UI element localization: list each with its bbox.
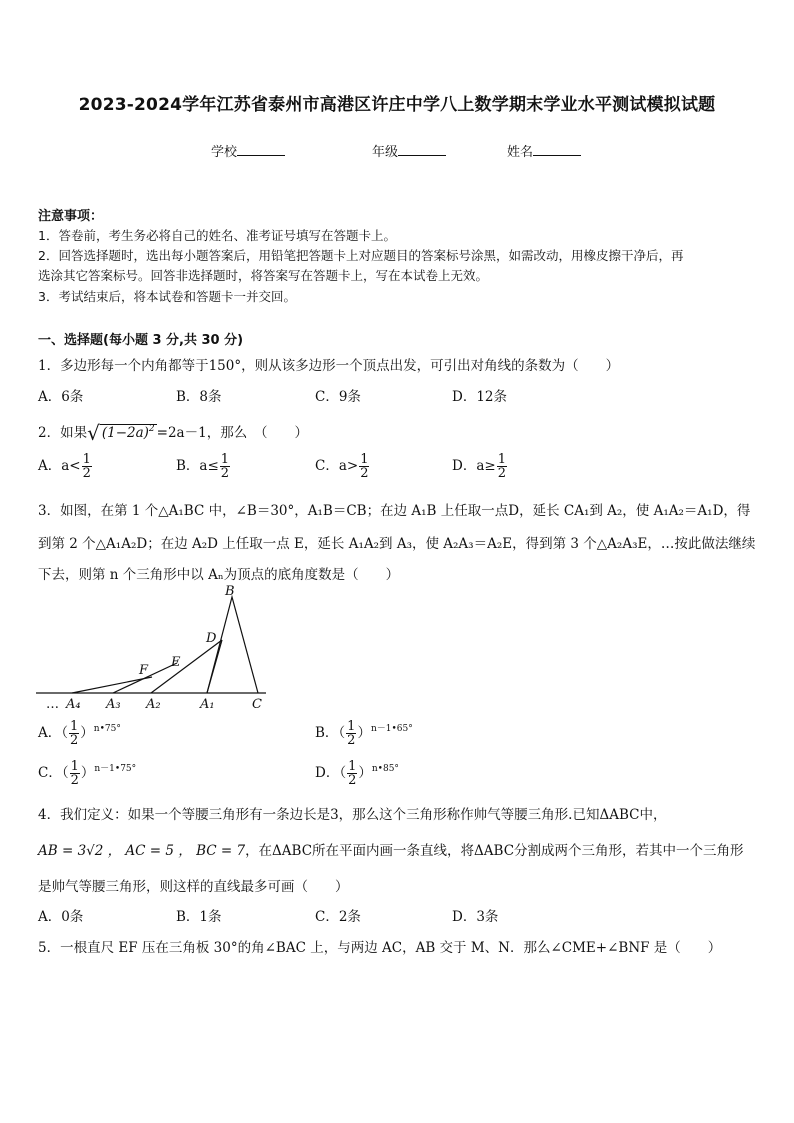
label-b: B <box>225 584 235 599</box>
q4-option-d[interactable]: D．3条 <box>452 909 499 925</box>
q3-line-3: 下去，则第 n 个三角形中以 Aₙ为顶点的底角度数是（ ） <box>38 567 400 583</box>
q3-line-2: 到第 2 个△A₁A₂D；在边 A₂D 上任取一点 E，延长 A₁A₂到 A₃，使 A₂A₃＝A₂E，得到第 3 个△A₂A₃E，…按此做法继续 <box>38 536 756 552</box>
name-label: 姓名 <box>507 145 534 160</box>
name-field <box>507 141 581 160</box>
note-2-cont: 选涂其它答案标号。回答非选择题时，将答案写在答题卡上，写在本试卷上无效。 <box>38 268 489 283</box>
q2-option-c[interactable]: C．a> $\frac{1}{2}$ <box>315 452 369 481</box>
notes-heading: 注意事项： <box>38 209 104 224</box>
q3-triangle-figure <box>36 582 276 714</box>
label-a3: A₃ <box>106 697 121 712</box>
q2-option-d[interactable]: D．a≥ $\frac{1}{2}$ <box>452 452 506 481</box>
grade-blank[interactable] <box>398 143 446 156</box>
q3-option-c[interactable]: C．（ $\frac{1}{2}$ ）$^{n-1•75^\circ}$ <box>38 759 137 788</box>
school-blank[interactable] <box>237 143 285 156</box>
label-e: E <box>171 655 181 670</box>
q3-option-a[interactable]: A．（ $\frac{1}{2}$ ）$^{n•75^\circ}$ <box>38 719 121 748</box>
sqrt-icon: √ <box>87 421 100 445</box>
q3-line-1: 3．如图，在第 1 个△A₁BC 中，∠B＝30°，A₁B＝CB；在边 A₁B 上任取一点D，延长 CA₁到 A₂，使 A₁A₂＝A₁D，得 <box>38 503 751 519</box>
label-dots: … <box>46 697 59 712</box>
q1-option-d[interactable]: D．12条 <box>452 389 508 405</box>
q4-line-2 <box>38 839 744 859</box>
q4-option-a[interactable]: A．0条 <box>38 909 84 925</box>
q2-radicand: $(1-2a)^2$ <box>101 424 155 441</box>
q2-stem <box>38 421 308 445</box>
label-c: C <box>252 697 262 712</box>
q4-line-1: 4．我们定义：如果一个等腰三角形有一条边长是3，那么这个三角形称作帅气等腰三角形.已知ΔABC中， <box>38 807 667 823</box>
grade-label: 年级 <box>372 145 399 160</box>
label-d: D <box>206 631 217 646</box>
label-a1: A₁ <box>200 697 215 712</box>
q5-stem: 5．一根直尺 EF 压在三角板 30°的角∠BAC 上，与两边 AC，AB 交于 M、N．那么∠CME+∠BNF 是（ ） <box>38 940 722 956</box>
label-f: F <box>139 663 149 678</box>
q1-option-b[interactable]: B．8条 <box>176 389 222 405</box>
q1-option-c[interactable]: C．9条 <box>315 389 361 405</box>
label-a2: A₂ <box>146 697 161 712</box>
q3-option-b[interactable]: B．（ $\frac{1}{2}$ ）$^{n-1•65^\circ}$ <box>315 719 413 748</box>
section-heading: 一、选择题(每小题 3 分,共 30 分) <box>38 333 244 348</box>
school-label: 学校 <box>211 145 238 160</box>
q1-option-a[interactable]: A．6条 <box>38 389 84 405</box>
q4-line-3: 是帅气等腰三角形，则这样的直线最多可画（ ） <box>38 879 349 895</box>
q4-option-c[interactable]: C．2条 <box>315 909 361 925</box>
q2-suffix: =2a－1，那么 （ ） <box>156 425 308 441</box>
q2-prefix: 2．如果 <box>38 425 88 441</box>
q2-option-b[interactable]: B．a≤ $\frac{1}{2}$ <box>176 452 230 481</box>
q4-line-2-text: ，在ΔABC所在平面内画一条直线，将ΔABC分割成两个三角形，若其中一个三角形 <box>245 843 744 859</box>
label-a4: A₄ <box>66 697 81 712</box>
school-field <box>211 141 285 160</box>
q4-given-lengths: AB = 3√2 ， AC = 5 ， BC = 7 <box>38 843 246 859</box>
note-2: 2．回答选择题时，选出每小题答案后，用铅笔把答题卡上对应题目的答案标号涂黑，如需改动，用橡皮擦干净后，再 <box>38 248 684 263</box>
name-blank[interactable] <box>533 143 581 156</box>
page-title: 2023-2024学年江苏省泰州市高港区许庄中学八上数学期末学业水平测试模拟试题 <box>78 95 716 115</box>
q2-exponent: 2 <box>148 424 155 434</box>
q2-option-a[interactable]: A．a< $\frac{1}{2}$ <box>38 452 91 481</box>
note-1: 1．答卷前，考生务必将自己的姓名、准考证号填写在答题卡上。 <box>38 228 396 243</box>
q4-option-b[interactable]: B．1条 <box>176 909 222 925</box>
note-3: 3．考试结束后，将本试卷和答题卡一并交回。 <box>38 289 296 304</box>
q3-option-d[interactable]: D．（ $\frac{1}{2}$ ）$^{n•85^\circ}$ <box>315 759 399 788</box>
q1-stem: 1．多边形每一个内角都等于150°，则从该多边形一个顶点出发，可引出对角线的条数为（ ） <box>38 358 620 374</box>
grade-field <box>372 141 446 160</box>
